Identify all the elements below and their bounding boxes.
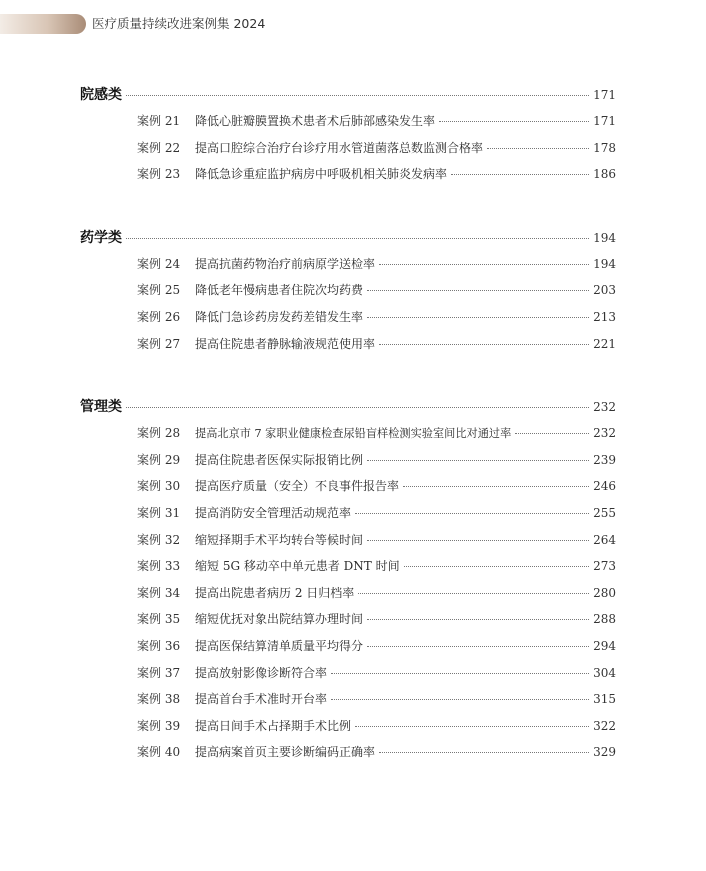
- case-title: 缩短 5G 移动卒中单元患者 DNT 时间: [195, 559, 400, 574]
- dot-leader: [487, 147, 589, 149]
- toc-entry[interactable]: [80, 606, 616, 633]
- table-of-contents: [80, 82, 616, 803]
- case-title: 缩短优抚对象出院结算办理时间: [195, 612, 364, 627]
- case-title: 提高消防安全管理活动规范率: [195, 505, 352, 520]
- section-page-number: 232: [593, 400, 616, 415]
- section-page-number: 171: [593, 88, 616, 102]
- dot-leader: [439, 120, 589, 122]
- dot-leader: [404, 565, 589, 567]
- case-number: 案例 23: [137, 167, 181, 182]
- dot-leader: [451, 173, 589, 175]
- case-title: 提高首台手术准时开台率: [195, 692, 328, 707]
- page-number: 221: [593, 336, 616, 351]
- dot-leader: [367, 618, 589, 620]
- toc-entry[interactable]: [80, 500, 616, 527]
- dot-leader: [379, 343, 589, 345]
- dot-leader: [331, 672, 589, 674]
- toc-entry[interactable]: [80, 527, 616, 554]
- page-number: 246: [593, 479, 616, 494]
- case-title: 提高日间手术占择期手术比例: [195, 718, 352, 733]
- dot-leader: [367, 289, 589, 291]
- page-number: 264: [593, 532, 616, 547]
- case-number: 案例 30: [137, 479, 181, 494]
- case-title: 提高抗菌药物治疗前病原学送检率: [195, 256, 376, 271]
- case-number: 案例 26: [137, 309, 181, 324]
- case-title: 提高北京市 7 家职业健康检查尿铅盲样检测实验室间比对通过率: [195, 427, 512, 441]
- page-number: 288: [593, 612, 616, 627]
- section-heading-row[interactable]: [80, 394, 616, 420]
- toc-section-management: [80, 394, 616, 766]
- case-title: 提高放射影像诊断符合率: [195, 665, 328, 680]
- page-number: 294: [593, 638, 616, 653]
- case-number: 案例 24: [137, 256, 181, 271]
- dot-leader: [126, 237, 589, 239]
- toc-entry[interactable]: [80, 135, 616, 162]
- toc-section-pharmacy: [80, 225, 616, 357]
- page-number: 273: [593, 559, 616, 574]
- dot-leader: [331, 698, 589, 700]
- case-title: 提高病案首页主要诊断编码正确率: [195, 745, 376, 760]
- page-number: 171: [593, 114, 616, 128]
- case-title: 提高医疗质量（安全）不良事件报告率: [195, 479, 400, 494]
- case-title: 降低心脏瓣膜置换术患者术后肺部感染发生率: [195, 114, 436, 128]
- case-title: 提高住院患者静脉输液规范使用率: [195, 336, 376, 351]
- toc-entry[interactable]: [80, 713, 616, 740]
- page-number: 186: [593, 167, 616, 182]
- case-number: 案例 39: [137, 718, 181, 733]
- case-number: 案例 37: [137, 665, 181, 680]
- dot-leader: [379, 263, 589, 265]
- page-number: 194: [593, 256, 616, 271]
- case-title: 提高医保结算清单质量平均得分: [195, 638, 364, 653]
- section-page-number: 194: [593, 230, 616, 245]
- dot-leader: [355, 512, 589, 514]
- case-number: 案例 29: [137, 452, 181, 467]
- case-title: 提高口腔综合治疗台诊疗用水管道菌落总数监测合格率: [195, 140, 484, 155]
- case-title: 降低急诊重症监护病房中呼吸机相关肺炎发病率: [195, 167, 448, 182]
- toc-entry[interactable]: [80, 420, 616, 447]
- page-number: 232: [593, 426, 616, 441]
- toc-entry[interactable]: [80, 660, 616, 687]
- page-number: 315: [593, 692, 616, 707]
- case-number: 案例 31: [137, 505, 181, 520]
- dot-leader: [379, 751, 589, 753]
- dot-leader: [367, 459, 589, 461]
- toc-section-infection-control: [80, 82, 616, 188]
- dot-leader: [515, 432, 589, 434]
- section-heading-row[interactable]: [80, 82, 616, 108]
- toc-entry[interactable]: [80, 331, 616, 358]
- toc-entry[interactable]: [80, 108, 616, 135]
- section-heading-row[interactable]: [80, 225, 616, 251]
- section-title: 药学类: [80, 229, 122, 246]
- case-number: 案例 35: [137, 612, 181, 627]
- running-header-title: 医疗质量持续改进案例集 2024: [92, 16, 266, 31]
- toc-entry[interactable]: [80, 304, 616, 331]
- dot-leader: [367, 645, 589, 647]
- toc-entry[interactable]: [80, 633, 616, 660]
- case-number: 案例 33: [137, 559, 181, 574]
- dot-leader: [126, 94, 589, 96]
- dot-leader: [355, 725, 589, 727]
- page-number: 329: [593, 745, 616, 760]
- page-number: 322: [593, 718, 616, 733]
- case-title: 降低老年慢病患者住院次均药费: [195, 283, 364, 298]
- toc-entry[interactable]: [80, 739, 616, 766]
- page-number: 255: [593, 505, 616, 520]
- section-title: 院感类: [80, 87, 122, 103]
- case-number: 案例 34: [137, 585, 181, 600]
- case-title: 提高出院患者病历 2 日归档率: [195, 585, 355, 600]
- dot-leader: [367, 316, 589, 318]
- case-number: 案例 22: [137, 140, 181, 155]
- header-decoration-band: [0, 14, 86, 34]
- page-number: 203: [593, 283, 616, 298]
- toc-entry[interactable]: [80, 277, 616, 304]
- dot-leader: [367, 539, 589, 541]
- page-number: 280: [593, 585, 616, 600]
- case-number: 案例 38: [137, 692, 181, 707]
- page-number: 239: [593, 452, 616, 467]
- section-title: 管理类: [80, 399, 122, 416]
- case-number: 案例 32: [137, 532, 181, 547]
- dot-leader: [126, 406, 589, 408]
- toc-entry[interactable]: [80, 686, 616, 713]
- case-title: 提高住院患者医保实际报销比例: [195, 452, 364, 467]
- case-number: 案例 28: [137, 426, 181, 441]
- toc-entry[interactable]: [80, 580, 616, 607]
- page-number: 304: [593, 665, 616, 680]
- case-number: 案例 27: [137, 336, 181, 351]
- toc-entry[interactable]: [80, 553, 616, 580]
- toc-entry[interactable]: [80, 251, 616, 278]
- case-number: 案例 40: [137, 745, 181, 760]
- case-number: 案例 36: [137, 638, 181, 653]
- toc-entry[interactable]: [80, 447, 616, 474]
- toc-entry[interactable]: [80, 473, 616, 500]
- dot-leader: [403, 485, 589, 487]
- case-number: 案例 25: [137, 283, 181, 298]
- page-number: 213: [593, 309, 616, 324]
- toc-entry[interactable]: [80, 161, 616, 188]
- case-title: 降低门急诊药房发药差错发生率: [195, 309, 364, 324]
- case-number: 案例 21: [137, 114, 181, 128]
- page-number: 178: [593, 140, 616, 155]
- case-title: 缩短择期手术平均转台等候时间: [195, 532, 364, 547]
- dot-leader: [358, 592, 589, 594]
